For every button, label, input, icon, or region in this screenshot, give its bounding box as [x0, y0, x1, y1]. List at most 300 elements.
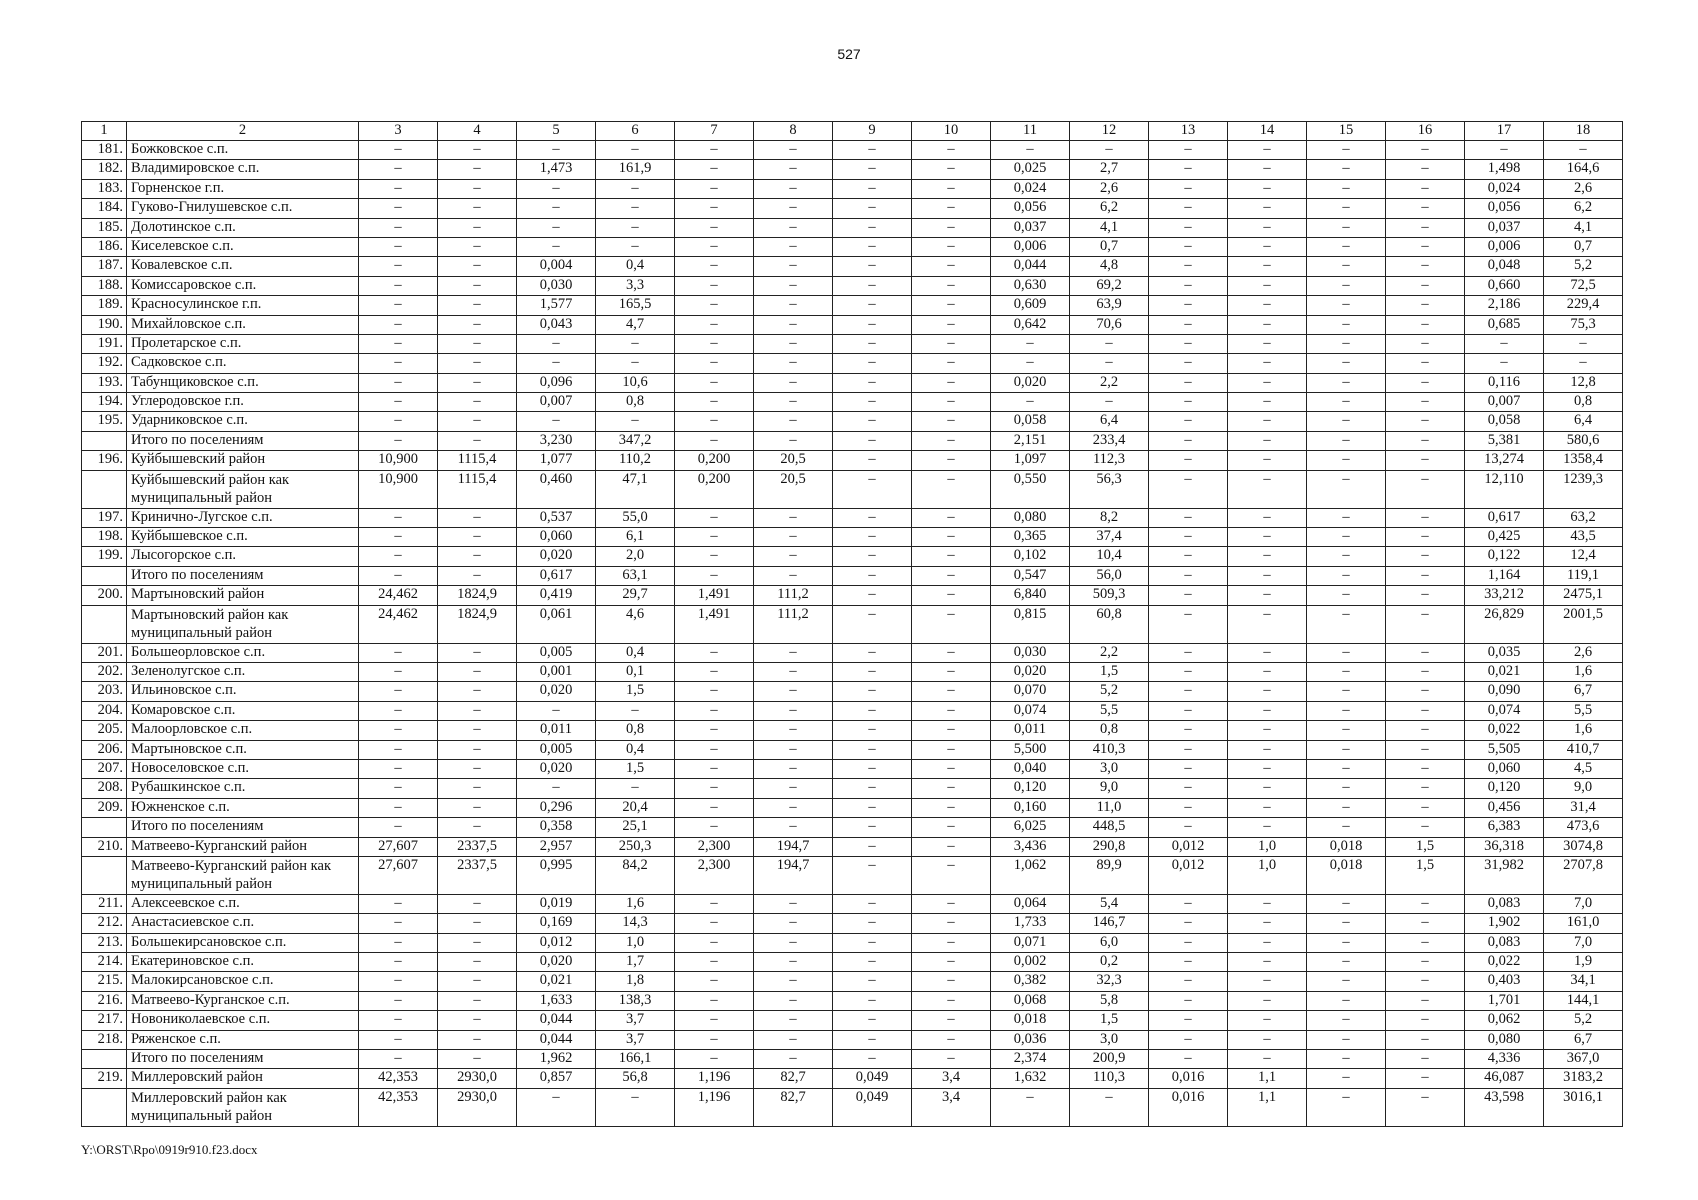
value-cell-col-11: 0,025	[991, 160, 1070, 179]
row-number: 217.	[82, 1011, 127, 1030]
settlement-name: Углеродовское г.п.	[127, 393, 359, 412]
value-cell-col-8: –	[754, 528, 833, 547]
value-cell-col-8: –	[754, 721, 833, 740]
value-cell-col-14: –	[1228, 354, 1307, 373]
value-cell-col-5: 1,962	[517, 1050, 596, 1069]
value-cell-col-17: 46,087	[1465, 1069, 1544, 1088]
value-cell-col-3: –	[359, 798, 438, 817]
value-cell-col-7: –	[675, 798, 754, 817]
value-cell-col-16: –	[1386, 508, 1465, 527]
value-cell-col-11: 0,036	[991, 1030, 1070, 1049]
value-cell-col-11: 0,068	[991, 991, 1070, 1010]
value-cell-col-8: –	[754, 818, 833, 837]
row-number: 187.	[82, 257, 127, 276]
value-cell-col-17: 0,685	[1465, 315, 1544, 334]
value-cell-col-10: –	[912, 991, 991, 1010]
value-cell-col-3: –	[359, 914, 438, 933]
value-cell-col-14: –	[1228, 605, 1307, 643]
value-cell-col-11: 0,006	[991, 237, 1070, 256]
value-cell-col-17: 0,660	[1465, 276, 1544, 295]
value-cell-col-18: 4,1	[1544, 218, 1623, 237]
value-cell-col-15: –	[1307, 257, 1386, 276]
value-cell-col-6: –	[596, 412, 675, 431]
value-cell-col-13: –	[1149, 972, 1228, 991]
value-cell-col-18: 1358,4	[1544, 451, 1623, 470]
value-cell-col-5: 0,617	[517, 566, 596, 585]
value-cell-col-5: –	[517, 334, 596, 353]
value-cell-col-6: 56,8	[596, 1069, 675, 1088]
value-cell-col-9: –	[833, 547, 912, 566]
value-cell-col-15: –	[1307, 740, 1386, 759]
value-cell-col-6: 1,8	[596, 972, 675, 991]
value-cell-col-5: 0,020	[517, 547, 596, 566]
value-cell-col-4: 1824,9	[438, 586, 517, 605]
settlement-name: Табунщиковское с.п.	[127, 373, 359, 392]
value-cell-col-6: 55,0	[596, 508, 675, 527]
settlement-name: Киселевское с.п.	[127, 237, 359, 256]
value-cell-col-10: –	[912, 586, 991, 605]
value-cell-col-6: 3,7	[596, 1030, 675, 1049]
value-cell-col-18: 5,5	[1544, 701, 1623, 720]
value-cell-col-4: –	[438, 373, 517, 392]
value-cell-col-8: –	[754, 296, 833, 315]
value-cell-col-6: 25,1	[596, 818, 675, 837]
value-cell-col-17: 0,617	[1465, 508, 1544, 527]
value-cell-col-13: –	[1149, 740, 1228, 759]
value-cell-col-11: 0,070	[991, 682, 1070, 701]
value-cell-col-3: –	[359, 662, 438, 681]
value-cell-col-14: –	[1228, 1030, 1307, 1049]
value-cell-col-14: –	[1228, 547, 1307, 566]
value-cell-col-14: –	[1228, 586, 1307, 605]
value-cell-col-14: –	[1228, 528, 1307, 547]
value-cell-col-6: 1,7	[596, 953, 675, 972]
value-cell-col-16: –	[1386, 682, 1465, 701]
value-cell-col-7: –	[675, 933, 754, 952]
row-number: 216.	[82, 991, 127, 1010]
table-row	[82, 431, 1623, 450]
value-cell-col-6: 138,3	[596, 991, 675, 1010]
column-number-16: 16	[1386, 122, 1465, 141]
value-cell-col-15: –	[1307, 1050, 1386, 1069]
value-cell-col-14: –	[1228, 451, 1307, 470]
value-cell-col-5: –	[517, 412, 596, 431]
table-row	[82, 953, 1623, 972]
row-number: 199.	[82, 547, 127, 566]
table-row	[82, 740, 1623, 759]
value-cell-col-12: 2,6	[1070, 179, 1149, 198]
value-cell-col-17: –	[1465, 141, 1544, 160]
value-cell-col-6: –	[596, 701, 675, 720]
value-cell-col-18: 6,4	[1544, 412, 1623, 431]
value-cell-col-3: –	[359, 1030, 438, 1049]
value-cell-col-13: –	[1149, 528, 1228, 547]
value-cell-col-12: 6,0	[1070, 933, 1149, 952]
value-cell-col-17: 13,274	[1465, 451, 1544, 470]
value-cell-col-9: –	[833, 237, 912, 256]
table-row	[82, 160, 1623, 179]
value-cell-col-4: –	[438, 682, 517, 701]
value-cell-col-5: 0,004	[517, 257, 596, 276]
column-number-4: 4	[438, 122, 517, 141]
value-cell-col-16: –	[1386, 1088, 1465, 1126]
value-cell-col-13: –	[1149, 199, 1228, 218]
row-number: 181.	[82, 141, 127, 160]
value-cell-col-9: –	[833, 315, 912, 334]
value-cell-col-3: –	[359, 1011, 438, 1030]
value-cell-col-14: –	[1228, 972, 1307, 991]
value-cell-col-10: –	[912, 759, 991, 778]
value-cell-col-8: –	[754, 798, 833, 817]
value-cell-col-12: 56,3	[1070, 470, 1149, 508]
value-cell-col-7: –	[675, 662, 754, 681]
value-cell-col-6: 0,1	[596, 662, 675, 681]
value-cell-col-9: –	[833, 837, 912, 856]
value-cell-col-16: –	[1386, 276, 1465, 295]
settlement-name: Долотинское с.п.	[127, 218, 359, 237]
value-cell-col-9: –	[833, 914, 912, 933]
value-cell-col-5: 0,857	[517, 1069, 596, 1088]
value-cell-col-14: –	[1228, 508, 1307, 527]
value-cell-col-6: 161,9	[596, 160, 675, 179]
value-cell-col-4: –	[438, 914, 517, 933]
value-cell-col-13: –	[1149, 818, 1228, 837]
value-cell-col-13: –	[1149, 662, 1228, 681]
value-cell-col-14: –	[1228, 1011, 1307, 1030]
row-number: 204.	[82, 701, 127, 720]
value-cell-col-11: 0,642	[991, 315, 1070, 334]
row-number: 195.	[82, 412, 127, 431]
value-cell-col-4: –	[438, 701, 517, 720]
value-cell-col-4: 2337,5	[438, 837, 517, 856]
value-cell-col-3: –	[359, 334, 438, 353]
value-cell-col-3: –	[359, 160, 438, 179]
value-cell-col-8: –	[754, 1030, 833, 1049]
settlement-name: Гуково-Гнилушевское с.п.	[127, 199, 359, 218]
value-cell-col-8: –	[754, 276, 833, 295]
value-cell-col-13: –	[1149, 508, 1228, 527]
value-cell-col-10: –	[912, 296, 991, 315]
value-cell-col-6: 4,6	[596, 605, 675, 643]
value-cell-col-15: –	[1307, 412, 1386, 431]
value-cell-col-6: 0,8	[596, 393, 675, 412]
column-number-3: 3	[359, 122, 438, 141]
value-cell-col-6: 0,4	[596, 643, 675, 662]
value-cell-col-13: –	[1149, 682, 1228, 701]
value-cell-col-7: –	[675, 393, 754, 412]
value-cell-col-18: 12,4	[1544, 547, 1623, 566]
value-cell-col-15: –	[1307, 933, 1386, 952]
value-cell-col-18: 5,2	[1544, 1011, 1623, 1030]
row-number: 189.	[82, 296, 127, 315]
value-cell-col-17: 1,164	[1465, 566, 1544, 585]
value-cell-col-16: –	[1386, 586, 1465, 605]
value-cell-col-15: –	[1307, 566, 1386, 585]
table-row	[82, 914, 1623, 933]
value-cell-col-14: –	[1228, 991, 1307, 1010]
value-cell-col-7: –	[675, 547, 754, 566]
value-cell-col-5: 0,005	[517, 740, 596, 759]
value-cell-col-9: –	[833, 470, 912, 508]
value-cell-col-12: 410,3	[1070, 740, 1149, 759]
value-cell-col-8: 82,7	[754, 1088, 833, 1126]
value-cell-col-16: –	[1386, 547, 1465, 566]
value-cell-col-13: –	[1149, 643, 1228, 662]
value-cell-col-11: 0,080	[991, 508, 1070, 527]
value-cell-col-3: –	[359, 643, 438, 662]
value-cell-col-15: –	[1307, 296, 1386, 315]
value-cell-col-10: –	[912, 508, 991, 527]
settlement-name: Лысогорское с.п.	[127, 547, 359, 566]
row-number: 188.	[82, 276, 127, 295]
row-number: 182.	[82, 160, 127, 179]
value-cell-col-9: –	[833, 759, 912, 778]
settlement-name: Миллеровский район	[127, 1069, 359, 1088]
settlement-name: Новониколаевское с.п.	[127, 1011, 359, 1030]
value-cell-col-11: 3,436	[991, 837, 1070, 856]
value-cell-col-14: –	[1228, 721, 1307, 740]
settlement-name: Михайловское с.п.	[127, 315, 359, 334]
value-cell-col-15: –	[1307, 1011, 1386, 1030]
value-cell-col-7: –	[675, 354, 754, 373]
value-cell-col-11: 1,062	[991, 856, 1070, 894]
value-cell-col-10: –	[912, 914, 991, 933]
value-cell-col-12: 32,3	[1070, 972, 1149, 991]
value-cell-col-4: –	[438, 334, 517, 353]
table-row	[82, 759, 1623, 778]
value-cell-col-8: 20,5	[754, 451, 833, 470]
value-cell-col-15: –	[1307, 547, 1386, 566]
value-cell-col-13: –	[1149, 296, 1228, 315]
value-cell-col-17: 26,829	[1465, 605, 1544, 643]
value-cell-col-14: –	[1228, 818, 1307, 837]
value-cell-col-14: –	[1228, 566, 1307, 585]
value-cell-col-5: 0,019	[517, 894, 596, 913]
value-cell-col-18: 1,6	[1544, 721, 1623, 740]
value-cell-col-17: 0,116	[1465, 373, 1544, 392]
value-cell-col-15: –	[1307, 160, 1386, 179]
value-cell-col-8: –	[754, 508, 833, 527]
value-cell-col-12: 3,0	[1070, 759, 1149, 778]
table-row	[82, 837, 1623, 856]
value-cell-col-15: –	[1307, 451, 1386, 470]
table-row	[82, 779, 1623, 798]
value-cell-col-16: –	[1386, 141, 1465, 160]
value-cell-col-11: 0,815	[991, 605, 1070, 643]
value-cell-col-14: –	[1228, 179, 1307, 198]
column-number-6: 6	[596, 122, 675, 141]
value-cell-col-13: –	[1149, 393, 1228, 412]
value-cell-col-11: 0,547	[991, 566, 1070, 585]
value-cell-col-9: –	[833, 141, 912, 160]
settlement-name: Владимировское с.п.	[127, 160, 359, 179]
value-cell-col-18: 6,7	[1544, 1030, 1623, 1049]
value-cell-col-14: –	[1228, 373, 1307, 392]
value-cell-col-6: 4,7	[596, 315, 675, 334]
value-cell-col-13: –	[1149, 237, 1228, 256]
value-cell-col-18: 34,1	[1544, 972, 1623, 991]
row-number: 190.	[82, 315, 127, 334]
value-cell-col-11: 0,030	[991, 643, 1070, 662]
value-cell-col-4: –	[438, 894, 517, 913]
value-cell-col-17: 43,598	[1465, 1088, 1544, 1126]
value-cell-col-11: 0,064	[991, 894, 1070, 913]
value-cell-col-6: 47,1	[596, 470, 675, 508]
value-cell-col-6: 1,0	[596, 933, 675, 952]
value-cell-col-13: –	[1149, 1050, 1228, 1069]
value-cell-col-3: –	[359, 315, 438, 334]
value-cell-col-14: –	[1228, 296, 1307, 315]
value-cell-col-7: –	[675, 528, 754, 547]
value-cell-col-16: –	[1386, 1011, 1465, 1030]
table-row	[82, 643, 1623, 662]
value-cell-col-7: –	[675, 257, 754, 276]
value-cell-col-15: –	[1307, 141, 1386, 160]
value-cell-col-4: 1824,9	[438, 605, 517, 643]
value-cell-col-5: –	[517, 141, 596, 160]
value-cell-col-3: –	[359, 894, 438, 913]
value-cell-col-3: –	[359, 991, 438, 1010]
value-cell-col-5: 0,012	[517, 933, 596, 952]
value-cell-col-3: –	[359, 179, 438, 198]
table-row	[82, 1069, 1623, 1088]
table-row	[82, 412, 1623, 431]
settlement-name: Итого по поселениям	[127, 1050, 359, 1069]
value-cell-col-10: –	[912, 933, 991, 952]
value-cell-col-6: –	[596, 199, 675, 218]
value-cell-col-12: –	[1070, 1088, 1149, 1126]
value-cell-col-17: 31,982	[1465, 856, 1544, 894]
value-cell-col-7: –	[675, 953, 754, 972]
value-cell-col-17: 0,425	[1465, 528, 1544, 547]
value-cell-col-17: 0,024	[1465, 179, 1544, 198]
value-cell-col-8: –	[754, 257, 833, 276]
value-cell-col-7: –	[675, 566, 754, 585]
value-cell-col-10: –	[912, 141, 991, 160]
column-number-11: 11	[991, 122, 1070, 141]
value-cell-col-8: 194,7	[754, 856, 833, 894]
row-number: 215.	[82, 972, 127, 991]
row-number: 197.	[82, 508, 127, 527]
value-cell-col-12: 3,0	[1070, 1030, 1149, 1049]
value-cell-col-13: –	[1149, 160, 1228, 179]
row-number	[82, 818, 127, 837]
value-cell-col-12: 5,8	[1070, 991, 1149, 1010]
value-cell-col-11: 0,018	[991, 1011, 1070, 1030]
value-cell-col-8: –	[754, 141, 833, 160]
value-cell-col-16: –	[1386, 315, 1465, 334]
value-cell-col-14: –	[1228, 662, 1307, 681]
value-cell-col-3: –	[359, 759, 438, 778]
value-cell-col-18: 6,2	[1544, 199, 1623, 218]
value-cell-col-3: –	[359, 972, 438, 991]
value-cell-col-8: –	[754, 393, 833, 412]
value-cell-col-6: 0,4	[596, 257, 675, 276]
value-cell-col-18: 72,5	[1544, 276, 1623, 295]
value-cell-col-7: 1,196	[675, 1088, 754, 1126]
value-cell-col-14: –	[1228, 759, 1307, 778]
column-number-15: 15	[1307, 122, 1386, 141]
value-cell-col-10: –	[912, 412, 991, 431]
settlement-name: Матвеево-Курганский район как муниципальный район	[127, 856, 359, 894]
value-cell-col-18: 0,8	[1544, 393, 1623, 412]
value-cell-col-4: 2930,0	[438, 1069, 517, 1088]
value-cell-col-15: –	[1307, 991, 1386, 1010]
value-cell-col-8: –	[754, 199, 833, 218]
value-cell-col-11: 0,365	[991, 528, 1070, 547]
value-cell-col-18: 229,4	[1544, 296, 1623, 315]
value-cell-col-5: 0,011	[517, 721, 596, 740]
value-cell-col-6: 1,5	[596, 759, 675, 778]
value-cell-col-5: 0,005	[517, 643, 596, 662]
row-number: 206.	[82, 740, 127, 759]
value-cell-col-11: 6,025	[991, 818, 1070, 837]
value-cell-col-16: –	[1386, 160, 1465, 179]
value-cell-col-9: –	[833, 528, 912, 547]
value-cell-col-17: 12,110	[1465, 470, 1544, 508]
value-cell-col-13: –	[1149, 354, 1228, 373]
column-number-13: 13	[1149, 122, 1228, 141]
value-cell-col-3: –	[359, 141, 438, 160]
value-cell-col-7: –	[675, 412, 754, 431]
value-cell-col-10: –	[912, 740, 991, 759]
value-cell-col-9: –	[833, 199, 912, 218]
value-cell-col-10: –	[912, 431, 991, 450]
value-cell-col-9: –	[833, 643, 912, 662]
value-cell-col-5: 0,296	[517, 798, 596, 817]
value-cell-col-7: –	[675, 179, 754, 198]
value-cell-col-8: –	[754, 991, 833, 1010]
value-cell-col-13: 0,016	[1149, 1069, 1228, 1088]
value-cell-col-9: –	[833, 1030, 912, 1049]
settlement-name: Екатериновское с.п.	[127, 953, 359, 972]
value-cell-col-9: –	[833, 933, 912, 952]
value-cell-col-5: 0,020	[517, 682, 596, 701]
value-cell-col-8: –	[754, 373, 833, 392]
value-cell-col-6: –	[596, 354, 675, 373]
value-cell-col-12: 146,7	[1070, 914, 1149, 933]
value-cell-col-10: –	[912, 547, 991, 566]
value-cell-col-5: 0,030	[517, 276, 596, 295]
row-number	[82, 470, 127, 508]
value-cell-col-17: 0,090	[1465, 682, 1544, 701]
column-number-17: 17	[1465, 122, 1544, 141]
value-cell-col-7: –	[675, 818, 754, 837]
value-cell-col-3: 24,462	[359, 586, 438, 605]
table-row	[82, 451, 1623, 470]
value-cell-col-9: –	[833, 257, 912, 276]
table-row	[82, 218, 1623, 237]
value-cell-col-15: –	[1307, 1088, 1386, 1126]
value-cell-col-8: 194,7	[754, 837, 833, 856]
column-number-8: 8	[754, 122, 833, 141]
value-cell-col-15: –	[1307, 701, 1386, 720]
value-cell-col-11: 2,151	[991, 431, 1070, 450]
value-cell-col-15: –	[1307, 218, 1386, 237]
settlement-name: Ударниковское с.п.	[127, 412, 359, 431]
value-cell-col-5: 0,043	[517, 315, 596, 334]
value-cell-col-10: –	[912, 953, 991, 972]
value-cell-col-8: 111,2	[754, 586, 833, 605]
settlement-name: Южненское с.п.	[127, 798, 359, 817]
value-cell-col-8: –	[754, 237, 833, 256]
value-cell-col-5: 1,633	[517, 991, 596, 1010]
settlement-name: Пролетарское с.п.	[127, 334, 359, 353]
value-cell-col-16: –	[1386, 779, 1465, 798]
value-cell-col-14: –	[1228, 779, 1307, 798]
value-cell-col-17: 1,701	[1465, 991, 1544, 1010]
value-cell-col-3: –	[359, 373, 438, 392]
